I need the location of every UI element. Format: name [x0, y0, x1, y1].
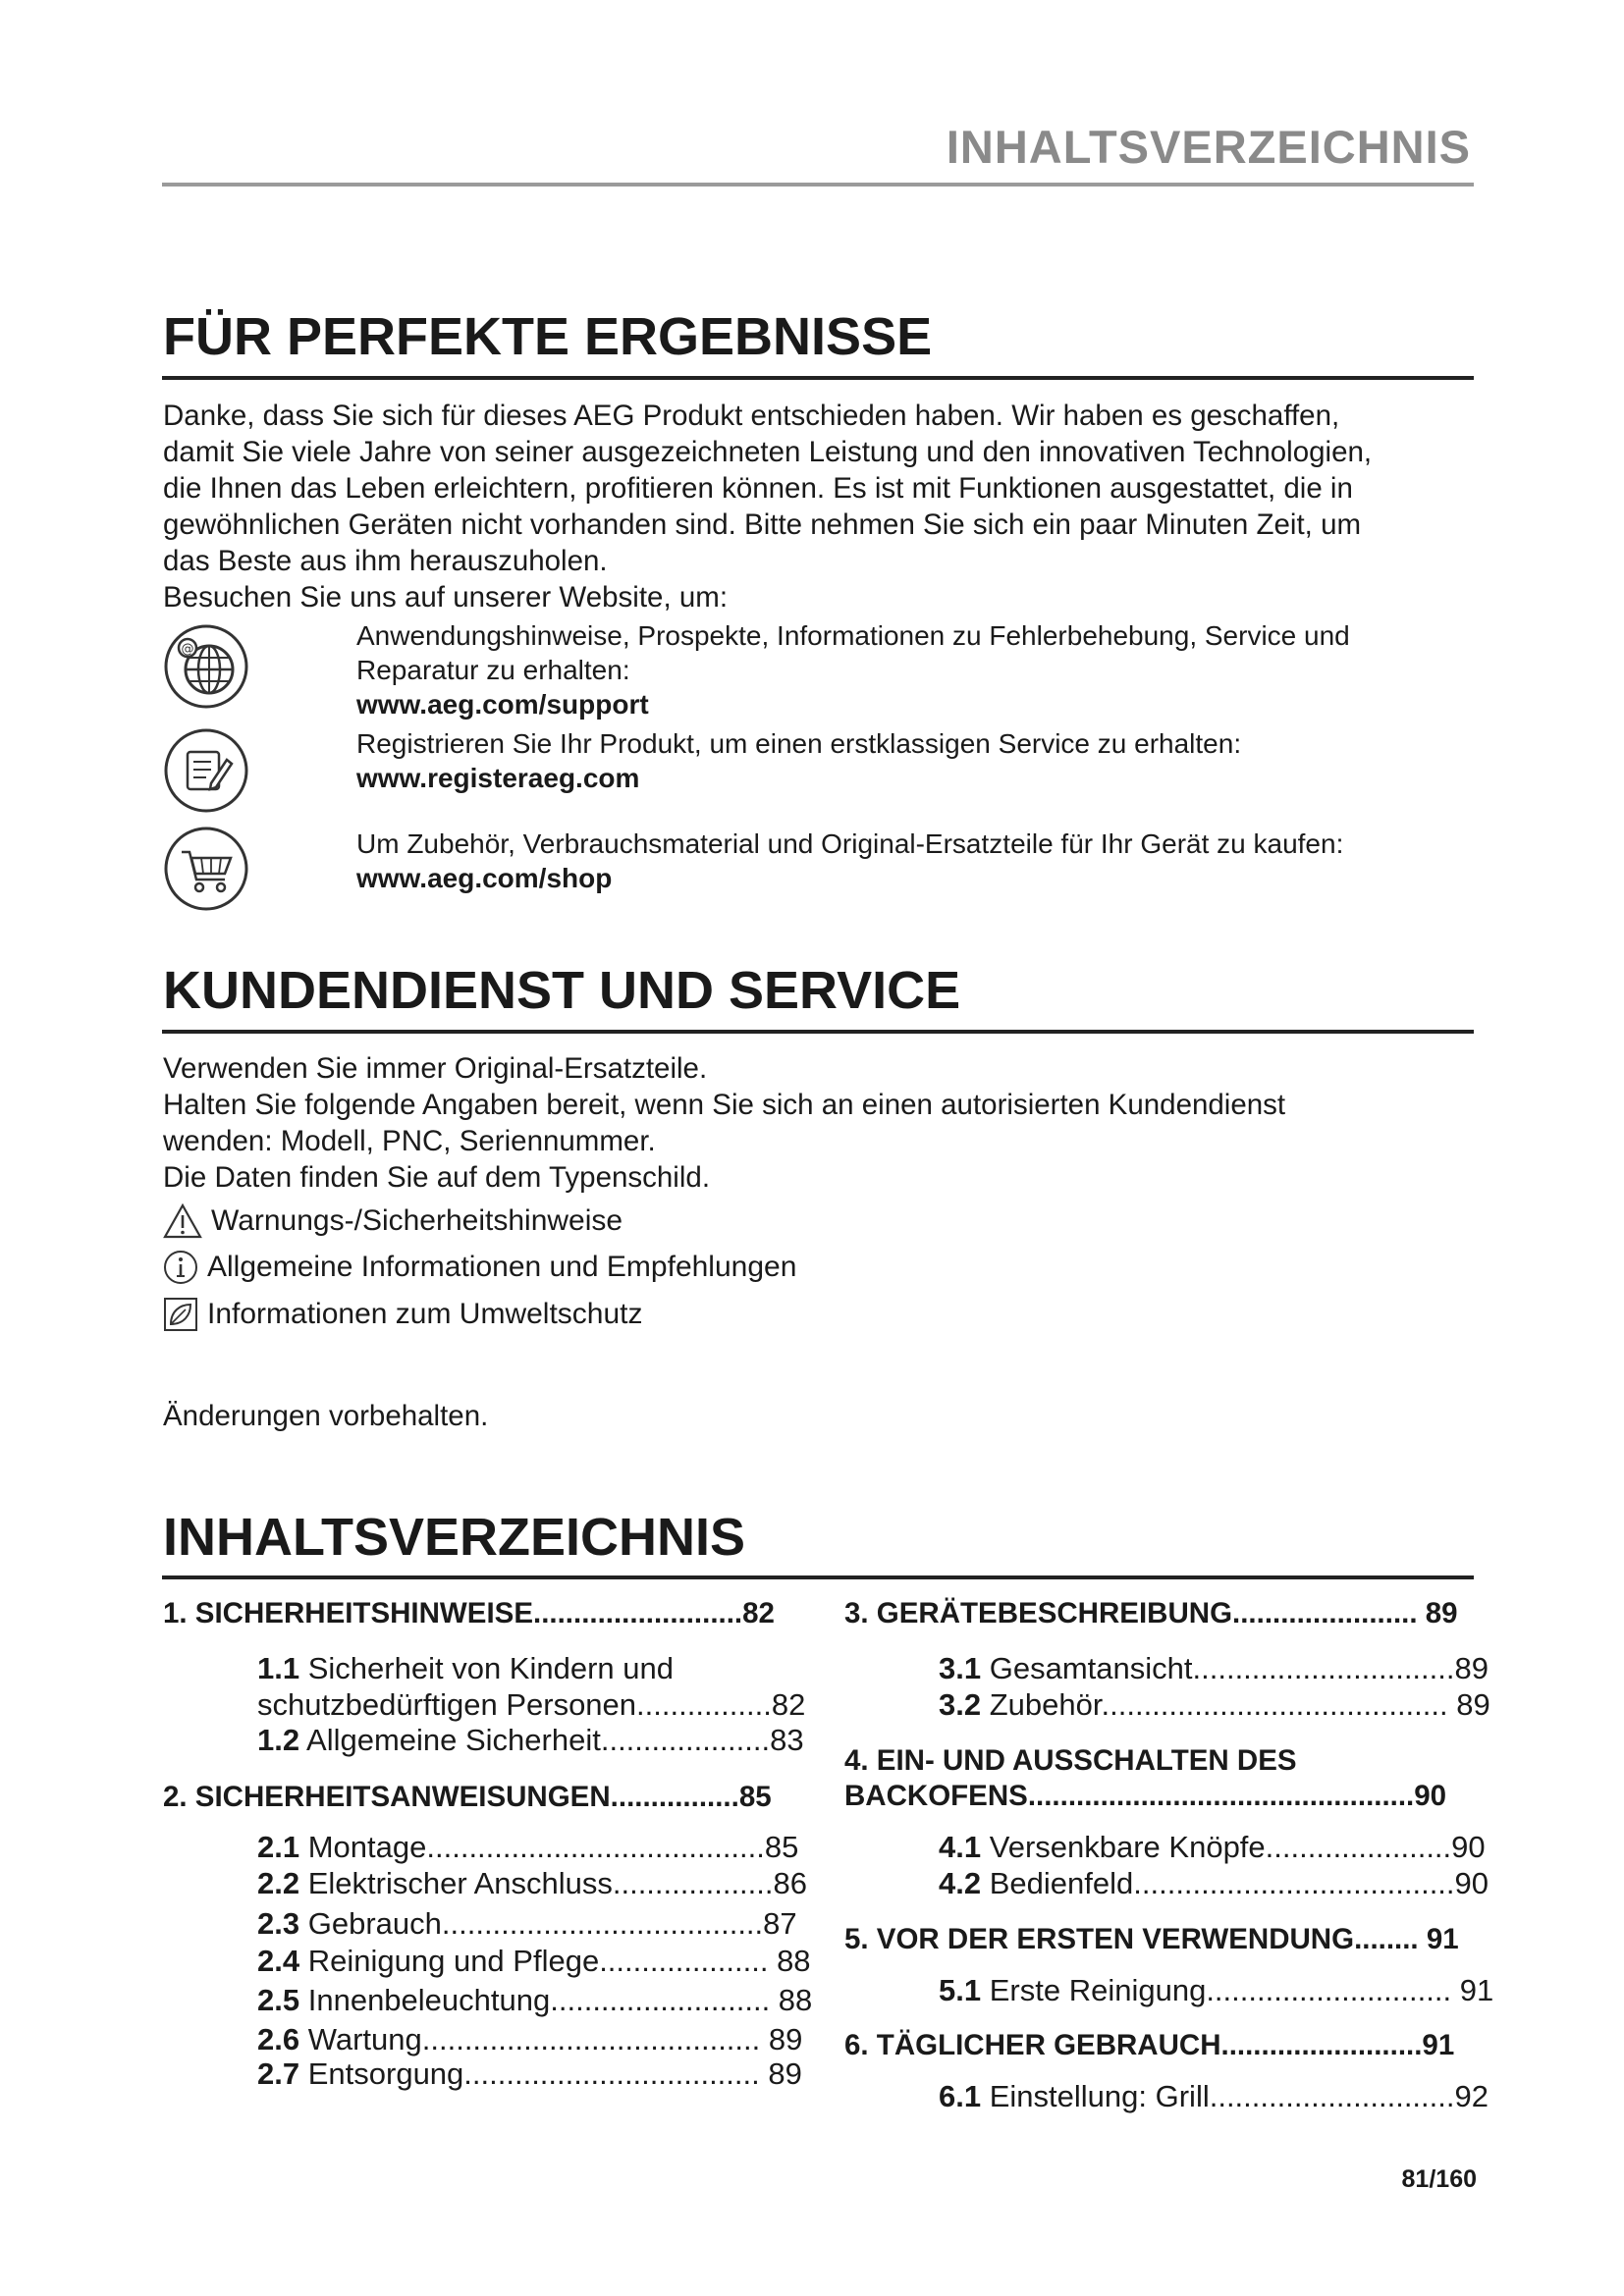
toc-entry-label: Einstellung: Grill	[989, 2079, 1210, 2113]
toc-entry-3-2[interactable]	[939, 1686, 1490, 1723]
section-rule-service	[162, 1030, 1474, 1034]
toc-entry-label: schutzbedürftigen Personen	[257, 1687, 637, 1722]
toc-entry-1-2[interactable]	[257, 1722, 804, 1758]
section-title-service: KUNDENDIENST UND SERVICE	[163, 961, 961, 1020]
toc-page: 89	[759, 2056, 802, 2091]
toc-leader: ...............................	[1192, 1651, 1455, 1685]
visit-text-support	[356, 618, 1486, 721]
changes-notice: Änderungen vorbehalten.	[163, 1400, 489, 1432]
toc-entry-5-1[interactable]	[939, 1972, 1493, 2008]
legend-label-warning: Warnungs-/Sicherheitshinweise	[211, 1204, 623, 1237]
visit-text-line: Registrieren Sie Ihr Produkt, um einen erstklassigen Service zu erhalten:	[356, 728, 1242, 759]
intro-line: die Ihnen das Leben erleichtern, profitieren können. Es ist mit Funktionen ausgestattet, die in	[163, 472, 1353, 505]
toc-entry-2-2[interactable]	[257, 1865, 807, 1901]
toc-page: 89	[1417, 1597, 1458, 1629]
toc-entry-label: Elektrischer Anschluss	[307, 1866, 613, 1900]
legend-label-environment: Informationen zum Umweltschutz	[207, 1298, 643, 1330]
toc-entry-label: 1. SICHERHEITSHINWEISE	[163, 1597, 534, 1629]
toc-entry-label: 6. TÄGLICHER GEBRAUCH	[844, 2029, 1221, 2061]
toc-leader: .........................................	[1101, 1687, 1448, 1722]
legend-warning	[162, 1202, 623, 1240]
toc-entry-number: 1.1	[257, 1651, 300, 1685]
toc-leader: ................	[636, 1687, 772, 1722]
leaf-icon	[162, 1296, 199, 1333]
toc-page: 91	[1451, 1973, 1494, 2007]
toc-entry-6-1[interactable]	[939, 2078, 1489, 2114]
toc-entry-number: 2.5	[257, 1983, 300, 2017]
toc-entry-label: 5. VOR DER ERSTEN VERWENDUNG	[844, 1923, 1355, 1955]
section-title-results: FÜR PERFEKTE ERGEBNISSE	[163, 307, 933, 366]
toc-entry-number: 3.1	[939, 1651, 982, 1685]
page-number: 81/160	[1401, 2165, 1477, 2193]
toc-entry-number: 3.2	[939, 1687, 982, 1722]
toc-entry-1-1[interactable]	[257, 1650, 805, 1723]
toc-entry-number: 2.1	[257, 1830, 300, 1864]
svg-text:@: @	[181, 642, 194, 657]
info-circle-icon	[162, 1249, 199, 1286]
toc-page: 92	[1454, 2079, 1489, 2113]
register-link[interactable]: www.registeraeg.com	[356, 763, 640, 793]
toc-leader: ......................................	[441, 1906, 764, 1941]
toc-leader: ........................................	[426, 1830, 765, 1864]
toc-entry-label: Erste Reinigung	[989, 1973, 1207, 2007]
toc-entry-label: 2. SICHERHEITSANWEISUNGEN	[163, 1781, 611, 1813]
toc-leader: .........................	[1220, 2029, 1423, 2061]
toc-entry-1[interactable]	[163, 1596, 775, 1631]
toc-page: 82	[771, 1687, 806, 1722]
support-link[interactable]: www.aeg.com/support	[356, 689, 649, 720]
intro-line: das Beste aus ihm herauszuholen.	[163, 545, 608, 577]
shopping-cart-icon	[162, 825, 250, 913]
toc-page: 91	[1422, 2029, 1455, 2061]
toc-leader: ......................	[1265, 1830, 1452, 1864]
intro-line: Danke, dass Sie sich für dieses AEG Produkt entschieden haben. Wir haben es geschaffen,	[163, 400, 1340, 432]
toc-leader: ........................................	[421, 2022, 761, 2056]
toc-entry-label: Entsorgung	[307, 2056, 464, 2091]
toc-leader: .......................	[1232, 1597, 1418, 1629]
service-line: Halten Sie folgende Angaben bereit, wenn Sie sich an einen autorisierten Kundendienst	[163, 1089, 1286, 1121]
toc-entry-number: 6.1	[939, 2079, 982, 2113]
toc-leader: ................	[610, 1781, 739, 1813]
toc-page: 89	[760, 2022, 803, 2056]
toc-page: 88	[770, 1983, 813, 2017]
register-icon	[162, 726, 250, 815]
toc-page: 83	[770, 1723, 804, 1757]
toc-entry-2-3[interactable]	[257, 1905, 797, 1942]
toc-page: 90	[1454, 1866, 1489, 1900]
toc-entry-4-2[interactable]	[939, 1865, 1489, 1901]
toc-entry-label: Gebrauch	[307, 1906, 442, 1941]
toc-entry-2-4[interactable]	[257, 1943, 811, 1979]
service-line: Die Daten finden Sie auf dem Typenschild.	[163, 1161, 711, 1194]
toc-leader: .............................	[1209, 2079, 1455, 2113]
visit-item-register	[162, 726, 1478, 825]
toc-entry-label: Reinigung und Pflege	[307, 1944, 600, 1978]
toc-entry-label: 3. GERÄTEBESCHREIBUNG	[844, 1597, 1233, 1629]
toc-leader: ...................	[612, 1866, 774, 1900]
toc-leader: ....................	[599, 1944, 769, 1978]
toc-leader: ................................................	[1027, 1780, 1415, 1812]
toc-page: 87	[763, 1906, 797, 1941]
header-rule	[162, 183, 1474, 187]
toc-entry-number: 2.6	[257, 2022, 300, 2056]
toc-entry-number: 2.2	[257, 1866, 300, 1900]
toc-entry-label: Allgemeine Sicherheit	[306, 1723, 601, 1757]
toc-entry-number: 5.1	[939, 1973, 982, 2007]
toc-entry-label: Zubehör	[989, 1687, 1102, 1722]
toc-entry-number: 1.2	[257, 1723, 300, 1757]
toc-entry-number: 2.4	[257, 1944, 300, 1978]
toc-entry-label: Bedienfeld	[989, 1866, 1134, 1900]
toc-entry-2-6[interactable]	[257, 2021, 802, 2057]
toc-entry-4[interactable]	[844, 1743, 1446, 1814]
warning-triangle-icon	[162, 1202, 203, 1240]
visit-line: Besuchen Sie uns auf unserer Website, um:	[163, 581, 729, 614]
visit-text-register	[356, 726, 1486, 795]
toc-entry-4-1[interactable]	[939, 1829, 1486, 1865]
globe-icon	[162, 622, 250, 711]
toc-entry-5[interactable]	[844, 1922, 1459, 1957]
toc-entry-2-7[interactable]	[257, 2056, 802, 2092]
visit-text-shop	[356, 827, 1486, 895]
toc-entry-label: Wartung	[307, 2022, 422, 2056]
toc-entry-number: 2.3	[257, 1906, 300, 1941]
legend-label-info: Allgemeine Informationen und Empfehlungen	[207, 1251, 797, 1283]
toc-entry-3-1[interactable]	[939, 1650, 1489, 1686]
toc-page: 89	[1454, 1651, 1489, 1685]
shop-link[interactable]: www.aeg.com/shop	[356, 863, 613, 893]
legend-environment	[162, 1296, 643, 1333]
toc-entry-6[interactable]	[844, 2028, 1454, 2063]
toc-entry-label: Sicherheit von Kindern und	[307, 1651, 674, 1685]
visit-item-shop	[162, 825, 1478, 923]
toc-leader: ........	[1354, 1923, 1419, 1955]
toc-leader: .............................	[1206, 1973, 1452, 2007]
toc-entry-number: 4.2	[939, 1866, 982, 1900]
toc-entry-number: 2.7	[257, 2056, 300, 2091]
toc-page: 85	[764, 1830, 799, 1864]
visit-text-line: Reparatur zu erhalten:	[356, 655, 630, 685]
toc-page: 90	[1414, 1780, 1447, 1812]
toc-entry-label: Versenkbare Knöpfe	[989, 1830, 1266, 1864]
toc-leader: ......................................	[1133, 1866, 1455, 1900]
toc-leader: ..........................	[533, 1597, 743, 1629]
section-title-toc: INHALTSVERZEICHNIS	[163, 1508, 746, 1567]
service-line: wenden: Modell, PNC, Seriennummer.	[163, 1125, 656, 1157]
toc-entry-3[interactable]	[844, 1596, 1458, 1631]
visit-text-line: Anwendungshinweise, Prospekte, Informationen zu Fehlerbehebung, Service und	[356, 620, 1350, 651]
toc-page: 86	[773, 1866, 807, 1900]
toc-entry-label: Gesamtansicht	[989, 1651, 1193, 1685]
section-rule-toc	[162, 1575, 1474, 1579]
section-rule-results	[162, 376, 1474, 380]
toc-page: 88	[768, 1944, 811, 1978]
toc-entry-label: BACKOFENS	[844, 1780, 1028, 1812]
running-header-title: INHALTSVERZEICHNIS	[946, 121, 1471, 173]
toc-entry-2-1[interactable]	[257, 1829, 798, 1865]
toc-entry-2[interactable]	[163, 1780, 772, 1815]
intro-line: gewöhnlichen Geräten nicht vorhanden sind. Bitte nehmen Sie sich ein paar Minuten Zeit, um	[163, 508, 1362, 541]
service-line: Verwenden Sie immer Original-Ersatzteile.	[163, 1052, 708, 1085]
toc-page: 89	[1447, 1687, 1490, 1722]
toc-leader: ...................................	[463, 2056, 760, 2091]
intro-paragraph	[163, 398, 1479, 615]
toc-leader: ..........................	[550, 1983, 771, 2017]
legend-info	[162, 1249, 796, 1286]
visit-item-support	[162, 618, 1478, 720]
intro-line: damit Sie viele Jahre von seiner ausgezeichneten Leistung und den innovativen Technologien,	[163, 436, 1373, 468]
toc-page: 91	[1418, 1923, 1459, 1955]
toc-entry-label: 4. EIN- UND AUSSCHALTEN DES	[844, 1744, 1297, 1777]
toc-page: 85	[738, 1781, 772, 1813]
toc-page: 82	[742, 1597, 775, 1629]
toc-entry-label: Innenbeleuchtung	[307, 1983, 551, 2017]
visit-text-line: Um Zubehör, Verbrauchsmaterial und Original-Ersatzteile für Ihr Gerät zu kaufen:	[356, 828, 1344, 859]
toc-page: 90	[1451, 1830, 1486, 1864]
toc-leader: ....................	[600, 1723, 771, 1757]
toc-entry-number: 4.1	[939, 1830, 982, 1864]
toc-entry-label: Montage	[307, 1830, 427, 1864]
toc-entry-2-5[interactable]	[257, 1982, 812, 2018]
service-paragraph	[163, 1050, 1479, 1196]
